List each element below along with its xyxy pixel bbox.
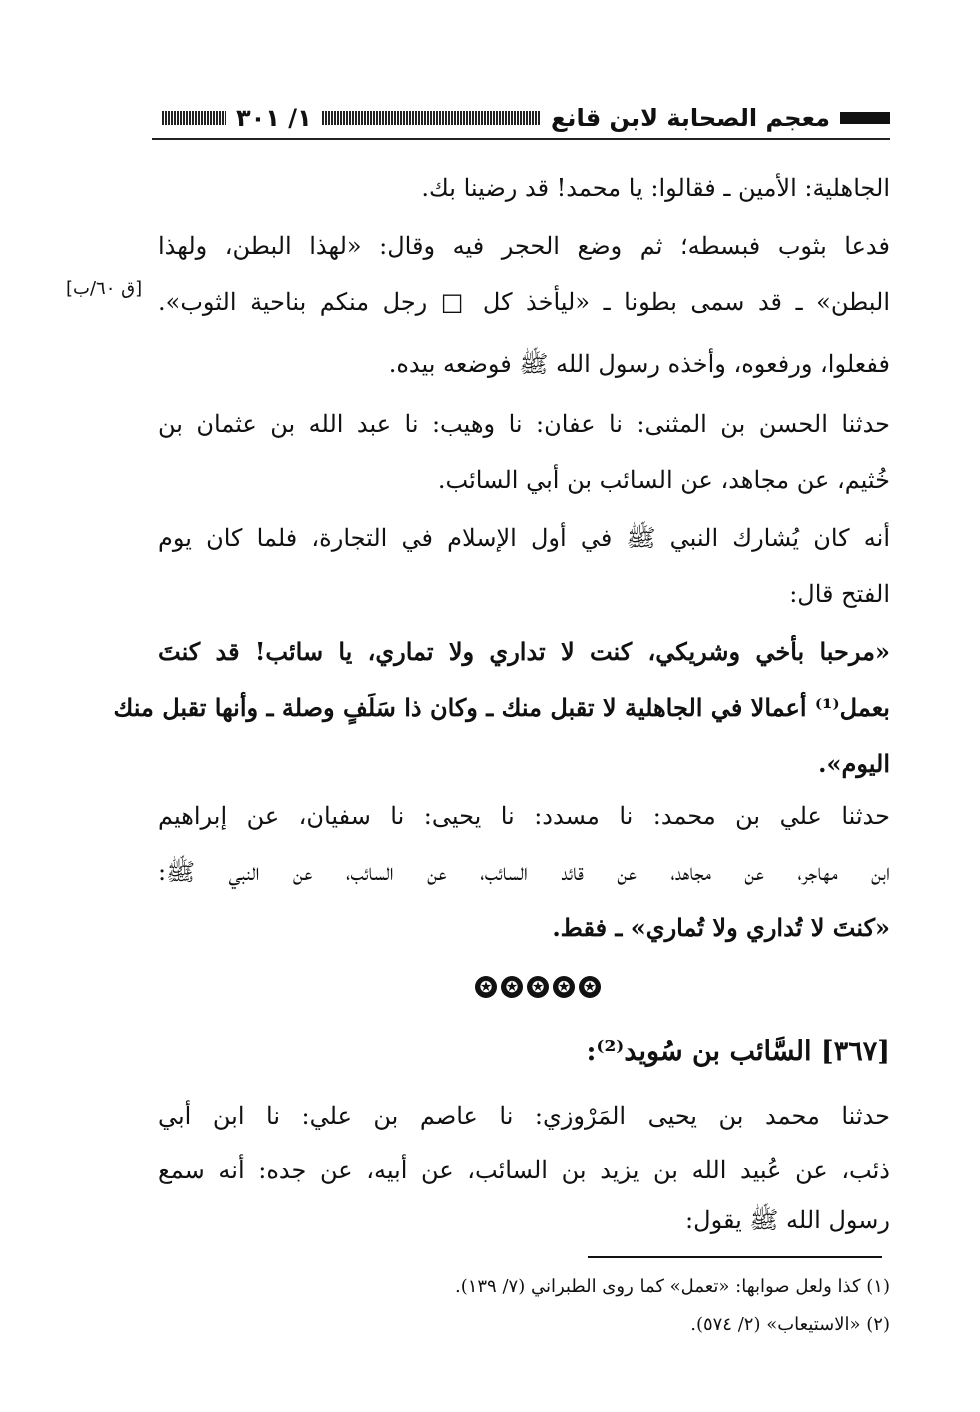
text-line: ابن مهاجر، عن مجاهد، عن قائد السائب، عن السائب، عن النبي ﷺ:	[158, 858, 890, 886]
text-line: ذئب، عن عُبيد الله بن يزيد بن السائب، عن أبيه، عن جده: أنه سمع	[158, 1156, 890, 1184]
star-ornament-icon: ✪	[501, 976, 523, 998]
header-bar	[840, 112, 890, 124]
text-line: البطن» ـ قد سمى بطونا ـ «ليأخذ كل □ رجل منكم بناحية الثوب».	[158, 288, 890, 316]
footnote: (٢) «الاستيعاب» (٢/ ٥٧٤).	[690, 1314, 890, 1335]
text-line: الجاهلية: الأمين ـ فقالوا: يا محمد! قد رضينا بك.	[421, 174, 890, 202]
quote-line: «مرحبا بأخي وشريكي، كنت لا تداري ولا تماري، يا سائب! قد كنتَ	[158, 637, 890, 666]
section-separator	[475, 976, 601, 998]
text-line: حدثنا الحسن بن المثنى: نا عفان: نا وهيب: نا عبد الله بن عثمان بن	[158, 410, 890, 438]
text-line: حدثنا محمد بن يحيى المَرْوزي: نا عاصم بن علي: نا ابن أبي	[158, 1102, 890, 1130]
star-ornament-icon: ✪	[527, 976, 549, 998]
footnote-divider	[588, 1256, 882, 1258]
star-ornament-icon: ✪	[553, 976, 575, 998]
header-rule	[322, 111, 541, 125]
quote-line: اليوم».	[818, 749, 890, 778]
star-ornament-icon: ✪	[475, 976, 497, 998]
text-line: رسول الله ﷺ يقول:	[685, 1206, 890, 1234]
header-rule-end	[162, 111, 226, 125]
text-line: الفتح قال:	[789, 580, 890, 608]
entry-heading: [٣٦٧] السَّائب بن سُويد⁽²⁾:	[586, 1036, 890, 1067]
text-line: أنه كان يُشارك النبي ﷺ في أول الإسلام في التجارة، فلما كان يوم	[158, 524, 890, 552]
quote-line: بعمل⁽¹⁾ أعمالا في الجاهلية لا تقبل منك ـ وكان ذا سَلَفٍ وصلة ـ وأنها تقبل منك	[113, 693, 890, 722]
footnote: (١) كذا ولعل صوابها: «تعمل» كما روى الطبراني (٧/ ١٣٩).	[454, 1276, 890, 1297]
quote-line: «كنتَ لا تُداري ولا تُماري» ـ فقط.	[552, 913, 890, 942]
text-line: خُثيم، عن مجاهد، عن السائب بن أبي السائب.	[437, 466, 890, 494]
text-line: حدثنا علي بن محمد: نا مسدد: نا يحيى: نا سفيان، عن إبراهيم	[158, 802, 890, 830]
running-header	[152, 98, 890, 140]
star-ornament-icon: ✪	[579, 976, 601, 998]
text-line: ففعلوا، ورفعوه، وأخذه رسول الله ﷺ فوضعه بيده.	[388, 350, 890, 378]
page-number: ١/ ٣٠١	[236, 104, 312, 132]
book-title: معجم الصحابة لابن قانع	[551, 104, 830, 132]
text-line: فدعا بثوب فبسطه؛ ثم وضع الحجر فيه وقال: «لهذا البطن، ولهذا	[158, 232, 890, 260]
manuscript-folio-ref: [ق ٦٠/ب]	[66, 278, 143, 299]
